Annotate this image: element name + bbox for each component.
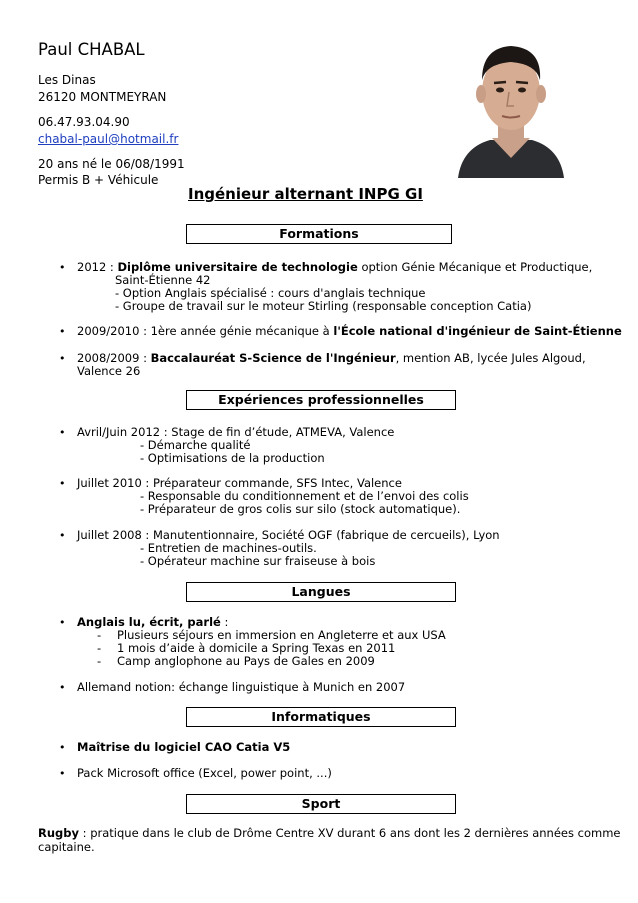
age-birthdate: 20 ans né le 06/08/1991 xyxy=(38,157,185,171)
formation-2: 2009/2010 : 1ère année génie mécanique à l'École national d'ingénieur de Saint-Étienne xyxy=(77,324,622,338)
formation-1-line-1: 2012 : Diplôme universitaire de technologie option Génie Mécanique et Productique, xyxy=(77,260,593,274)
sport-line-2: capitaine. xyxy=(38,840,95,854)
bullet: • xyxy=(59,426,66,439)
experience-2-line-3: - Préparateur de gros colis sur silo (stock automatique). xyxy=(140,502,461,516)
sport-line-1: Rugby : pratique dans le club de Drôme Centre XV durant 6 ans dont les 2 dernières années comme xyxy=(38,826,621,840)
bullet: • xyxy=(59,529,66,542)
language-english: Anglais lu, écrit, parlé : xyxy=(77,615,229,629)
phone-number: 06.47.93.04.90 xyxy=(38,115,130,129)
it-skill-catia: Maîtrise du logiciel CAO Catia V5 xyxy=(77,740,291,754)
dash: - xyxy=(97,654,102,668)
address-line-2: 26120 MONTMEYRAN xyxy=(38,90,167,104)
candidate-name: Paul CHABAL xyxy=(38,40,145,59)
experience-3-line-2: - Entretien de machines-outils. xyxy=(140,541,317,555)
formation-1-line-4: - Groupe de travail sur le moteur Stirling (responsable conception Catia) xyxy=(115,299,532,313)
section-experiences: Expériences professionnelles xyxy=(186,390,456,410)
experience-2-line-1: Juillet 2010 : Préparateur commande, SFS Intec, Valence xyxy=(77,476,402,490)
dash: - xyxy=(97,628,102,642)
language-german: Allemand notion: échange linguistique à Munich en 2007 xyxy=(77,680,406,694)
bullet: • xyxy=(59,741,66,754)
formation-1-line-3: - Option Anglais spécialisé : cours d'anglais technique xyxy=(115,286,426,300)
bullet: • xyxy=(59,681,66,694)
bullet: • xyxy=(59,477,66,490)
document-title: Ingénieur alternant INPG GI xyxy=(188,185,423,203)
bullet: • xyxy=(59,767,66,780)
experience-2-line-2: - Responsable du conditionnement et de l’envoi des colis xyxy=(140,489,469,503)
section-sport: Sport xyxy=(186,794,456,814)
bullet: • xyxy=(59,616,66,629)
experience-1-line-1: Avril/Juin 2012 : Stage de fin d’étude, ATMEVA, Valence xyxy=(77,425,395,439)
english-detail-2: 1 mois d’aide à domicile a Spring Texas en 2011 xyxy=(117,641,396,655)
driving-license: Permis B + Véhicule xyxy=(38,173,159,187)
address-line-1: Les Dinas xyxy=(38,73,96,87)
experience-3-line-3: - Opérateur machine sur fraiseuse à bois xyxy=(140,554,376,568)
experience-3-line-1: Juillet 2008 : Manutentionnaire, Société OGF (fabrique de cercueils), Lyon xyxy=(77,528,500,542)
experience-1-line-2: - Démarche qualité xyxy=(140,438,251,452)
it-skill-office: Pack Microsoft office (Excel, power point, ...) xyxy=(77,766,332,780)
bullet: • xyxy=(59,352,66,365)
dash: - xyxy=(97,641,102,655)
profile-photo xyxy=(452,30,570,178)
formation-1-line-2: Saint-Étienne 42 xyxy=(115,273,211,287)
bullet: • xyxy=(59,261,66,274)
experience-1-line-3: - Optimisations de la production xyxy=(140,451,325,465)
formation-3-line-2: Valence 26 xyxy=(77,364,141,378)
formation-3-line-1: 2008/2009 : Baccalauréat S-Science de l'Ingénieur, mention AB, lycée Jules Algoud, xyxy=(77,351,586,365)
section-langues: Langues xyxy=(186,582,456,602)
english-detail-1: Plusieurs séjours en immersion en Angleterre et aux USA xyxy=(117,628,446,642)
section-formations: Formations xyxy=(186,224,452,244)
section-informatiques: Informatiques xyxy=(186,707,456,727)
bullet: • xyxy=(59,325,66,338)
english-detail-3: Camp anglophone au Pays de Gales en 2009 xyxy=(117,654,375,668)
email-link[interactable]: chabal-paul@hotmail.fr xyxy=(38,132,179,146)
